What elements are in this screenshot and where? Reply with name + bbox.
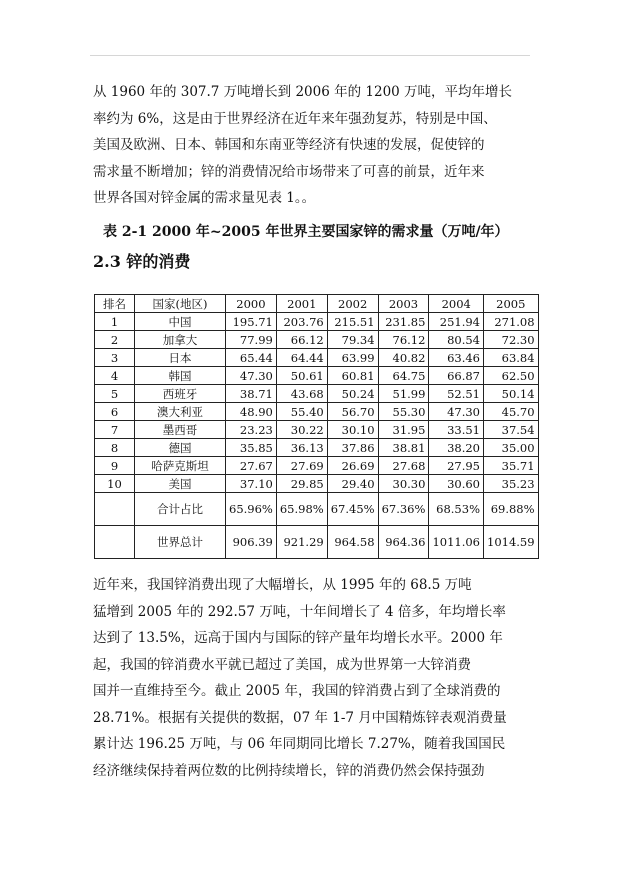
text-line: 从 1960 年的 307.7 万吨增长到 2006 年的 1200 万吨，平均年增长 [93, 84, 513, 100]
text-line: 达到了 13.5%，远高于国内与国际的锌产量年均增长水平。2000 年 [93, 630, 503, 646]
value-cell: 50.14 [484, 385, 539, 403]
value-cell: 68.53% [429, 493, 484, 526]
value-cell: 50.24 [327, 385, 378, 403]
country-cell: 澳大利亚 [135, 403, 226, 421]
value-cell: 1014.59 [484, 526, 539, 559]
text-line: 起，我国的锌消费水平就已超过了美国，成为世界第一大锌消费 [93, 656, 471, 673]
value-cell: 77.99 [226, 331, 277, 349]
value-cell: 921.29 [276, 526, 327, 559]
table-row [95, 313, 539, 331]
header-cell: 2001 [276, 295, 327, 313]
rank-cell: 9 [95, 457, 135, 475]
rank-cell: 4 [95, 367, 135, 385]
value-cell: 30.30 [378, 475, 429, 493]
value-cell: 37.10 [226, 475, 277, 493]
text-line: 累计达 196.25 万吨，与 06 年同期同比增长 7.27%，随着我国国民 [93, 736, 506, 752]
value-cell: 30.60 [429, 475, 484, 493]
value-cell: 72.30 [484, 331, 539, 349]
country-cell: 美国 [135, 475, 226, 493]
value-cell: 50.61 [276, 367, 327, 385]
value-cell: 65.98% [276, 493, 327, 526]
value-cell: 65.44 [226, 349, 277, 367]
value-cell: 26.69 [327, 457, 378, 475]
value-cell: 64.44 [276, 349, 327, 367]
header-rule [90, 55, 530, 56]
header-cell: 国家(地区) [135, 295, 226, 313]
rank-cell: 10 [95, 475, 135, 493]
country-cell: 合计占比 [135, 493, 226, 526]
value-cell: 38.71 [226, 385, 277, 403]
value-cell: 66.87 [429, 367, 484, 385]
rank-cell: 1 [95, 313, 135, 331]
value-cell: 37.54 [484, 421, 539, 439]
value-cell: 43.68 [276, 385, 327, 403]
text-line: 近年来，我国锌消费出现了大幅增长，从 1995 年的 68.5 万吨 [93, 577, 472, 593]
value-cell: 29.40 [327, 475, 378, 493]
value-cell: 69.88% [484, 493, 539, 526]
value-cell: 65.96% [226, 493, 277, 526]
country-cell: 德国 [135, 439, 226, 457]
rank-cell: 2 [95, 331, 135, 349]
country-cell: 世界总计 [135, 526, 226, 559]
value-cell: 37.86 [327, 439, 378, 457]
table-row [95, 439, 539, 457]
value-cell: 964.58 [327, 526, 378, 559]
table-row [95, 403, 539, 421]
country-cell: 加拿大 [135, 331, 226, 349]
country-cell: 墨西哥 [135, 421, 226, 439]
value-cell: 62.50 [484, 367, 539, 385]
table-header-row [95, 295, 539, 313]
header-cell: 2004 [429, 295, 484, 313]
value-cell: 35.85 [226, 439, 277, 457]
rank-cell: 6 [95, 403, 135, 421]
text-line: 率约为 6%，这是由于世界经济在近年来年强劲复苏，特别是中国、 [93, 110, 497, 127]
value-cell: 38.81 [378, 439, 429, 457]
value-cell: 906.39 [226, 526, 277, 559]
value-cell: 45.70 [484, 403, 539, 421]
value-cell: 80.54 [429, 331, 484, 349]
value-cell: 76.12 [378, 331, 429, 349]
value-cell: 215.51 [327, 313, 378, 331]
rank-cell: 3 [95, 349, 135, 367]
rank-cell: 7 [95, 421, 135, 439]
table-row [95, 349, 539, 367]
value-cell: 27.69 [276, 457, 327, 475]
value-cell: 51.99 [378, 385, 429, 403]
value-cell: 30.22 [276, 421, 327, 439]
value-cell: 48.90 [226, 403, 277, 421]
value-cell: 27.68 [378, 457, 429, 475]
value-cell: 47.30 [226, 367, 277, 385]
text-line: 猛增到 2005 年的 292.57 万吨，十年间增长了 4 倍多，年均增长率 [93, 603, 506, 620]
country-cell: 中国 [135, 313, 226, 331]
text-line: 经济继续保持着两位数的比例持续增长，锌的消费仍然会保持强劲 [93, 762, 485, 779]
section-heading: 2.3 锌的消费 [93, 252, 191, 271]
summary-row [95, 526, 539, 559]
value-cell: 64.75 [378, 367, 429, 385]
value-cell: 964.36 [378, 526, 429, 559]
table-caption: 表 2-1 2000 年~2005 年世界主要国家锌的需求量（万吨/年） [103, 224, 509, 240]
text-line: 美国及欧洲、日本、韩国和东南亚等经济有快速的发展，促使锌的 [93, 137, 485, 153]
value-cell: 35.71 [484, 457, 539, 475]
value-cell: 66.12 [276, 331, 327, 349]
value-cell: 36.13 [276, 439, 327, 457]
text-line: 28.71%。根据有关提供的数据，07 年 1-7 月中国精炼锌表观消费量 [93, 709, 507, 726]
value-cell: 271.08 [484, 313, 539, 331]
table-row [95, 331, 539, 349]
country-cell: 西班牙 [135, 385, 226, 403]
table-row [95, 385, 539, 403]
value-cell: 60.81 [327, 367, 378, 385]
text-line: 国并一直维持至今。截止 2005 年，我国的锌消费占到了全球消费的 [93, 683, 501, 699]
intro-paragraph [93, 79, 538, 212]
header-cell: 排名 [95, 295, 135, 313]
value-cell: 55.40 [276, 403, 327, 421]
value-cell: 203.76 [276, 313, 327, 331]
value-cell: 55.30 [378, 403, 429, 421]
header-cell: 2005 [484, 295, 539, 313]
country-cell: 韩国 [135, 367, 226, 385]
value-cell: 67.45% [327, 493, 378, 526]
rank-cell [95, 493, 135, 526]
value-cell: 56.70 [327, 403, 378, 421]
consumption-paragraph [93, 572, 538, 784]
table-row [95, 475, 539, 493]
value-cell: 67.36% [378, 493, 429, 526]
header-cell: 2000 [226, 295, 277, 313]
value-cell: 251.94 [429, 313, 484, 331]
text-line: 需求量不断增加；锌的消费情况给市场带来了可喜的前景，近年来 [93, 163, 485, 180]
value-cell: 35.00 [484, 439, 539, 457]
value-cell: 52.51 [429, 385, 484, 403]
zinc-demand-table [94, 294, 539, 559]
value-cell: 231.85 [378, 313, 429, 331]
rank-cell [95, 526, 135, 559]
value-cell: 33.51 [429, 421, 484, 439]
value-cell: 63.46 [429, 349, 484, 367]
value-cell: 23.23 [226, 421, 277, 439]
value-cell: 35.23 [484, 475, 539, 493]
value-cell: 1011.06 [429, 526, 484, 559]
value-cell: 29.85 [276, 475, 327, 493]
rank-cell: 5 [95, 385, 135, 403]
header-cell: 2003 [378, 295, 429, 313]
value-cell: 27.95 [429, 457, 484, 475]
value-cell: 195.71 [226, 313, 277, 331]
country-cell: 哈萨克斯坦 [135, 457, 226, 475]
table-row [95, 457, 539, 475]
table-row [95, 367, 539, 385]
header-cell: 2002 [327, 295, 378, 313]
value-cell: 38.20 [429, 439, 484, 457]
text-line: 世界各国对锌金属的需求量见表 1。。 [93, 190, 316, 206]
rank-cell: 8 [95, 439, 135, 457]
value-cell: 63.84 [484, 349, 539, 367]
value-cell: 40.82 [378, 349, 429, 367]
value-cell: 47.30 [429, 403, 484, 421]
table-row [95, 421, 539, 439]
country-cell: 日本 [135, 349, 226, 367]
value-cell: 31.95 [378, 421, 429, 439]
value-cell: 79.34 [327, 331, 378, 349]
value-cell: 30.10 [327, 421, 378, 439]
value-cell: 63.99 [327, 349, 378, 367]
summary-row [95, 493, 539, 526]
value-cell: 27.67 [226, 457, 277, 475]
